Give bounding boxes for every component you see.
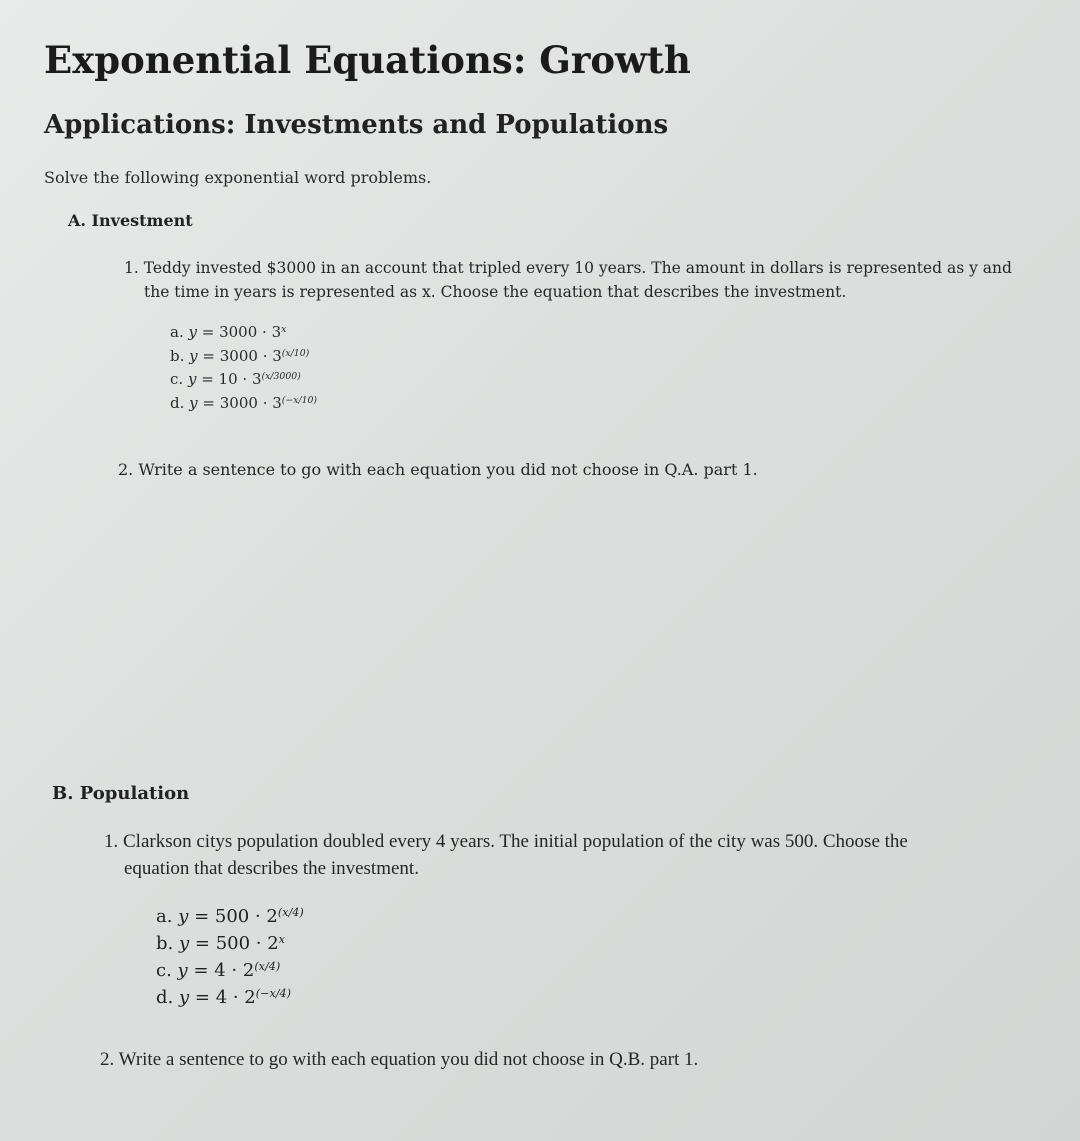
question-a2: 2. Write a sentence to go with each equation you did not choose in Q.A. part 1. [118,460,758,479]
choice-label: b. [156,933,174,954]
question-b1-number: 1. [104,831,119,852]
choice-exponent: x [281,323,287,335]
choice-rhs: 3000 · 3 [219,346,282,365]
choice-rhs: 4 · 2 [215,987,256,1008]
choice-rhs: 3000 · 3 [219,393,282,412]
choice-b-d[interactable]: d. $y = 4 \cdot 2^{(-x/4)}$ [156,986,291,1008]
choices-a [170,321,317,415]
choice-rhs: 500 · 2 [214,906,278,927]
choice-lhs: y [188,323,197,341]
choice-label: c. [170,370,184,388]
choice-rhs: 10 · 3 [218,370,262,388]
page-title: Exponential Equations: Growth [44,38,691,82]
choice-exponent: (x/4) [277,905,304,919]
choice-exponent: (x/10) [281,347,310,359]
question-a1-line1: Teddy invested $3000 in an account that tripled every 10 years. The amount in dollars is represented as y and [143,259,1012,277]
choice-b-b[interactable]: b. $y = 500 \cdot 2^x$ [156,932,285,954]
choice-exponent: x [278,932,285,946]
choice-label: c. [156,960,172,981]
choice-b-a[interactable]: a. $y = 500 \cdot 2^{(x/4)}$ [156,905,304,927]
section-a-heading: A. Investment [68,211,193,230]
choice-label: b. [170,346,185,365]
choice-rhs: 3000 · 3 [219,323,282,341]
page-subtitle: Applications: Investments and Populations [44,110,669,140]
section-b-heading: B. Population [52,783,190,804]
question-b2: 2. Write a sentence to go with each equation you did not choose in Q.B. part 1. [100,1049,699,1070]
choice-lhs: y [187,370,197,388]
question-a1-line2: the time in years is represented as x. Choose the equation that describes the investment. [144,283,847,301]
question-b1-line1: Clarkson citys population doubled every 4 years. The initial population of the city was 500. Choose the [123,831,908,852]
choice-exponent: (x/3000) [261,370,301,382]
choice-exponent: (x/4) [254,959,281,973]
choice-lhs: y [178,906,189,927]
choice-label: a. [170,323,184,341]
question-a1 [124,256,1044,304]
instructions: Solve the following exponential word problems. [44,168,432,187]
choice-label: d. [156,987,174,1008]
choice-a-c[interactable]: c. $y = 10 \cdot 3^{(x/3000)}$ [170,370,301,388]
choice-lhs: y [189,346,198,365]
choices-b [156,903,304,1011]
choice-rhs: 4 · 2 [214,960,255,981]
choice-a-d[interactable]: d. $y = 3000 \cdot 3^{(-x/10)}$ [170,393,318,412]
choice-lhs: y [189,393,198,412]
choice-lhs: y [178,933,190,954]
choice-label: a. [156,906,173,927]
choice-lhs: y [178,987,190,1008]
choice-a-a[interactable]: a. $y = 3000 \cdot 3^x$ [170,323,287,341]
choice-lhs: y [177,960,188,981]
question-b1 [104,828,1024,882]
question-a1-number: 1. [124,259,139,277]
choice-label: d. [170,393,185,412]
choice-a-b[interactable]: b. $y = 3000 \cdot 3^{(x/10)}$ [170,346,310,365]
choice-b-c[interactable]: c. $y = 4 \cdot 2^{(x/4)}$ [156,959,281,981]
choice-rhs: 500 · 2 [215,933,279,954]
question-b1-line2: equation that describes the investment. [124,858,419,879]
choice-exponent: (−x/10) [281,394,318,406]
choice-exponent: (−x/4) [255,986,291,1000]
